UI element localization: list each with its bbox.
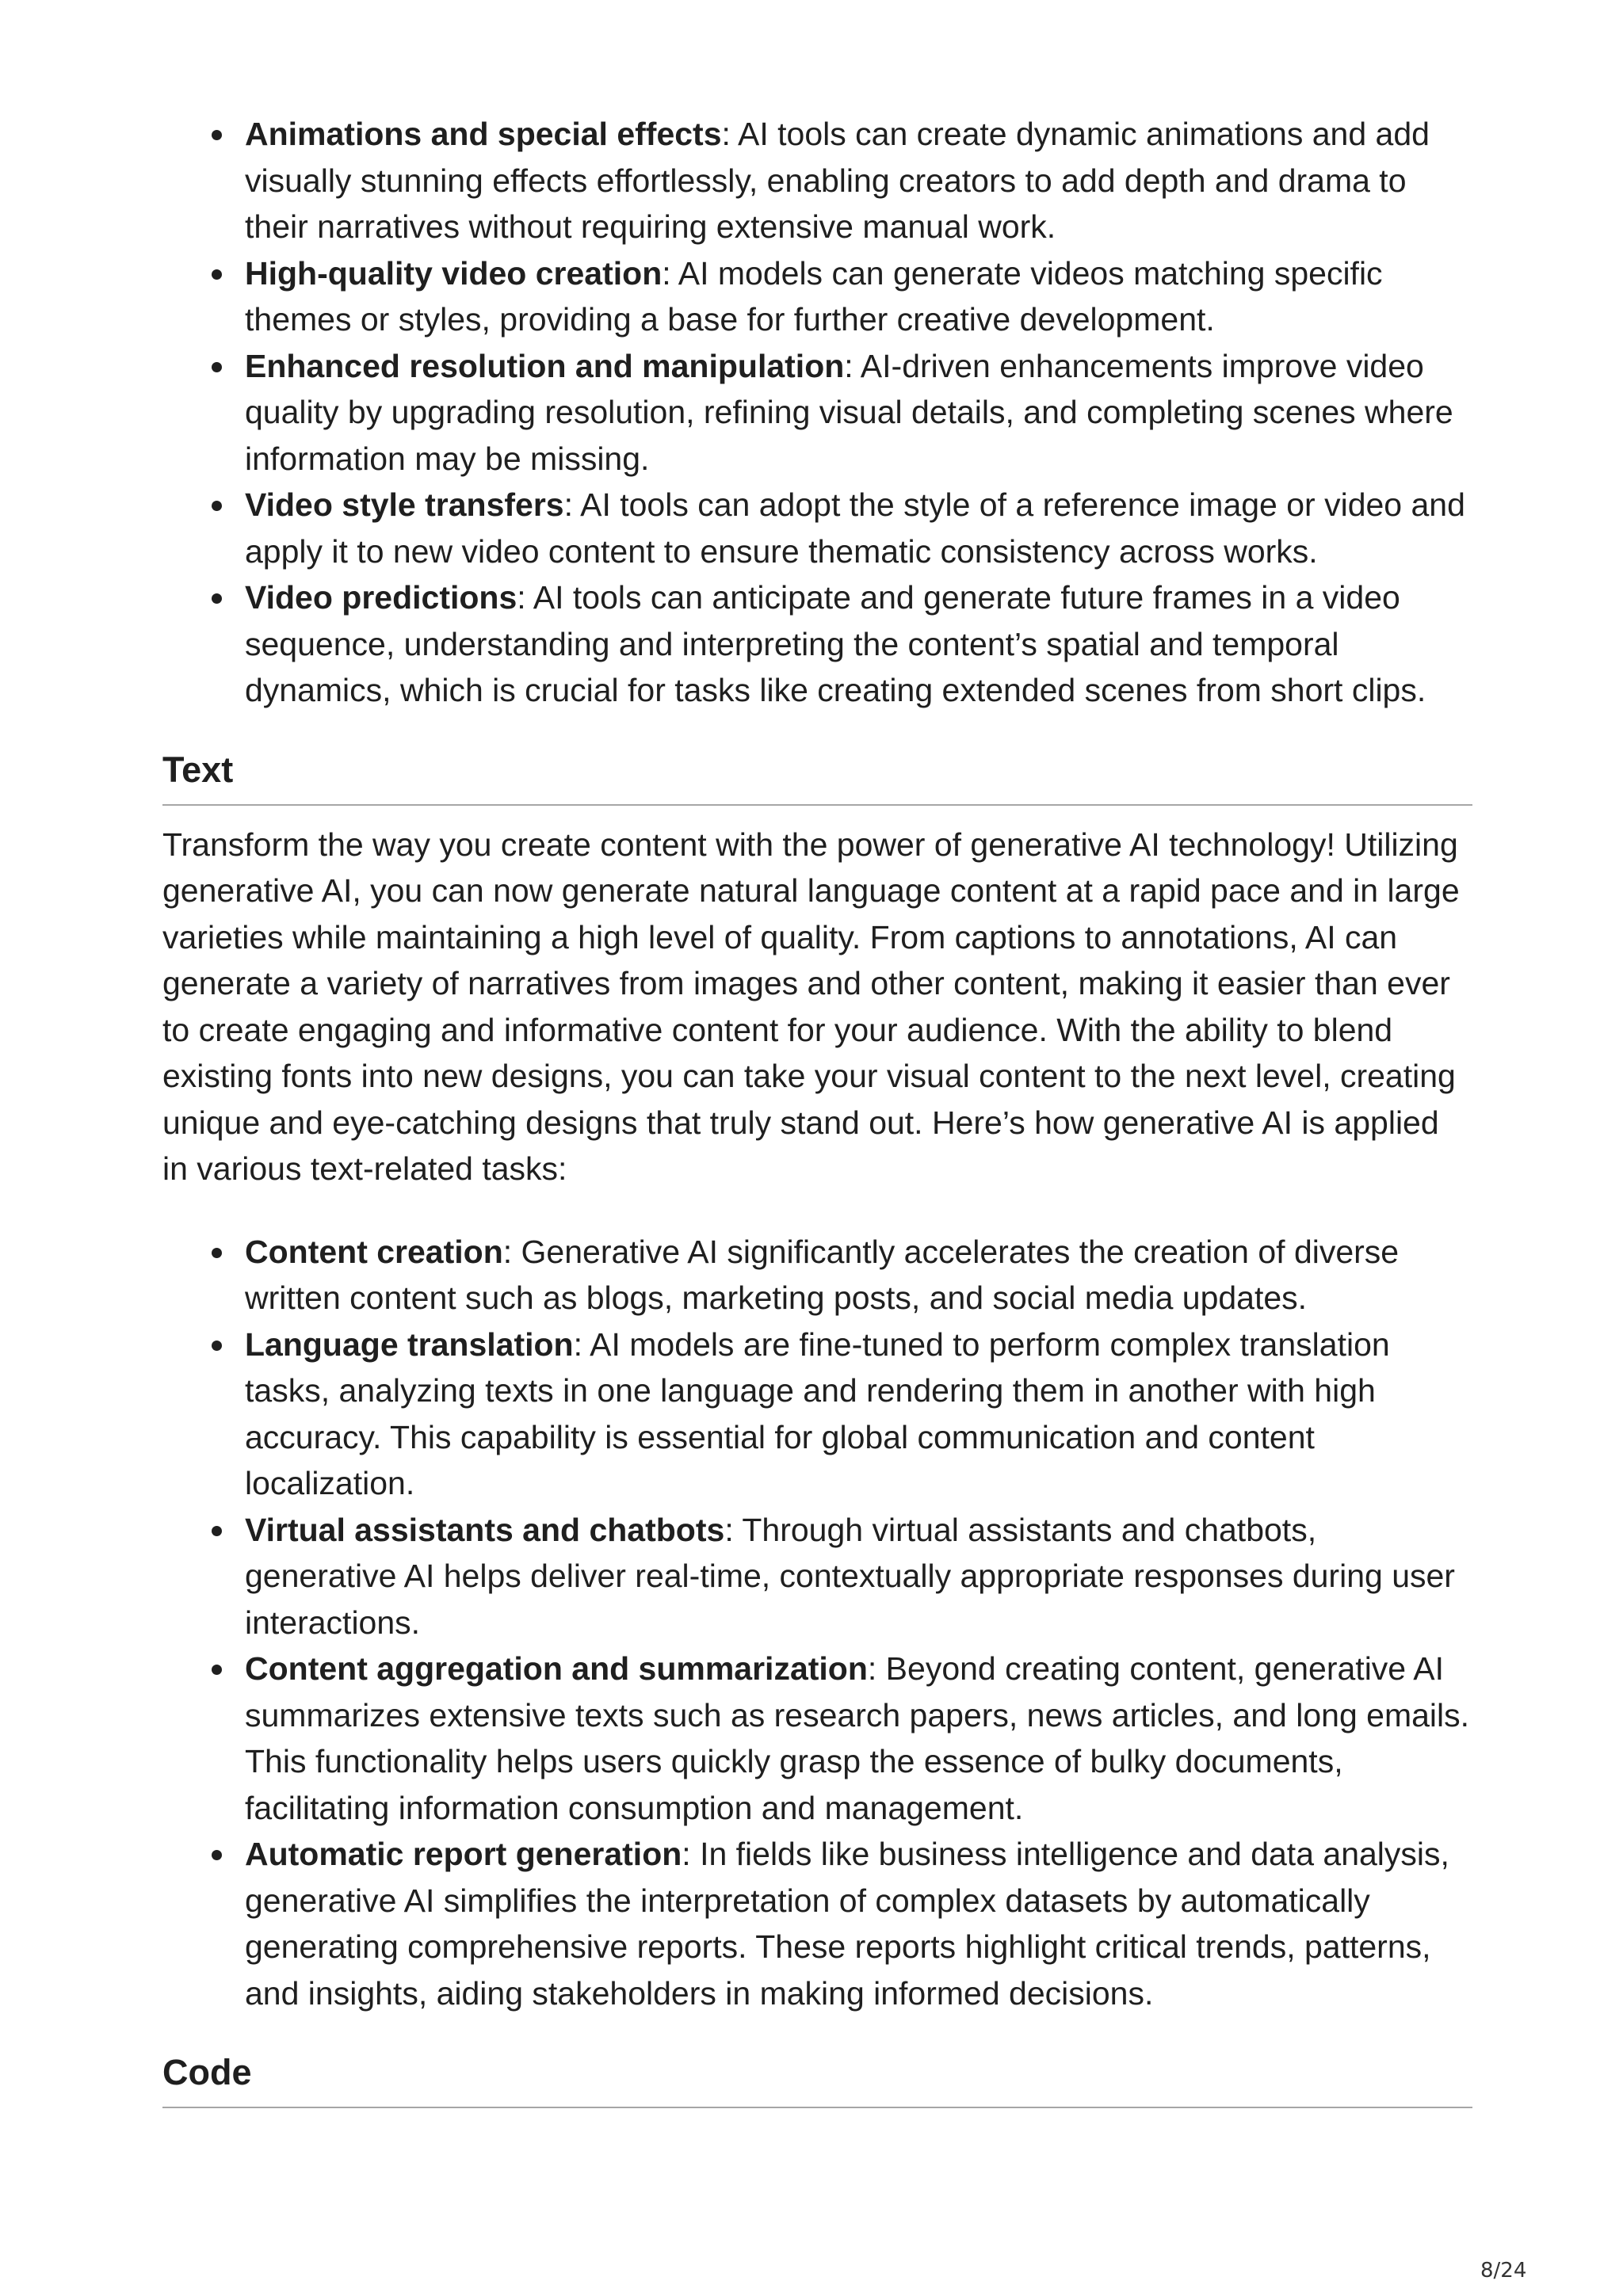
- list-item: [245, 1831, 1472, 2016]
- list-item-term: Virtual assistants and chatbots: [245, 1511, 725, 1548]
- list-item-text: : Beyond creating content, generative AI summarizes extensive texts such as research papers, news articles, and long emails. This functionality helps users quickly grasp the essence of bulky documents, facilitating information consumption and management.: [245, 1650, 1470, 1826]
- list-item-term: Content creation: [245, 1233, 503, 1270]
- list-item-text: : AI models are fine-tuned to perform complex translation tasks, analyzing texts in one language and rendering them in another with high accuracy. This capability is essential for global communication and content localization.: [245, 1325, 1390, 1501]
- list-item-text: : AI tools can create dynamic animations and add visually stunning effects effortlessly, enabling creators to add depth and drama to their narratives without requiring extensive manual work.: [245, 116, 1430, 245]
- list-item-text: : AI tools can anticipate and generate future frames in a video sequence, understanding and interpreting the content’s spatial and temporal dynamics, which is crucial for tasks like creating extended scenes from short clips.: [245, 579, 1426, 708]
- list-item-term: Enhanced resolution and manipulation: [245, 347, 845, 384]
- list-item: [245, 250, 1472, 343]
- video-applications-list: [162, 111, 1472, 714]
- list-item-term: Language translation: [245, 1325, 574, 1363]
- list-item: [245, 343, 1472, 482]
- list-item: [245, 1322, 1472, 1507]
- list-item-text: : In fields like business intelligence and data analysis, generative AI simplifies the interpretation of complex datasets by automatically generating comprehensive reports. These reports highlight critical trends, patterns, and insights, aiding stakeholders in making informed decisions.: [245, 1836, 1449, 2012]
- text-applications-list: [162, 1229, 1472, 2017]
- text-section-paragraph: Transform the way you create content with the power of generative AI technology! Utilizing generative AI, you can now generate natural language content at a rapid pace and in large varieties while maintaining a high level of quality. From captions to annotations, AI can generate a variety of narratives from images and other content, making it easier than ever to create engaging and informative content for your audience. With the ability to blend existing fonts into new designs, you can take your visual content to the next level, creating unique and eye-catching designs that truly stand out. Here’s how generative AI is applied in various text-related tasks:: [162, 826, 1460, 1187]
- page-number: 8/24: [1480, 2259, 1527, 2283]
- list-item-text: : Through virtual assistants and chatbots, generative AI helps deliver real-time, contextually appropriate responses during user interactions.: [245, 1511, 1455, 1641]
- list-item-term: Video style transfers: [245, 486, 564, 523]
- list-item: [245, 574, 1472, 714]
- list-item: [245, 1646, 1472, 1831]
- list-item-text: : AI models can generate videos matching specific themes or styles, providing a base for further creative development.: [245, 254, 1383, 338]
- list-item-text: : AI tools can adopt the style of a reference image or video and apply it to new video content to ensure thematic consistency across works.: [245, 486, 1465, 570]
- code-section-heading: Code: [162, 2050, 1472, 2108]
- list-item: [245, 111, 1472, 250]
- list-item-term: Animations and special effects: [245, 116, 722, 152]
- list-item: [245, 482, 1472, 574]
- text-section-heading: Text: [162, 747, 1472, 806]
- document-page: [162, 111, 1472, 2108]
- list-item: [245, 1507, 1472, 1646]
- list-item-text: : Generative AI significantly accelerates the creation of diverse written content such as blogs, marketing posts, and social media updates.: [245, 1233, 1400, 1316]
- list-item-term: High-quality video creation: [245, 254, 663, 292]
- list-item-term: Video predictions: [245, 579, 517, 616]
- list-item-term: Automatic report generation: [245, 1836, 682, 1872]
- list-item: [245, 1229, 1472, 1322]
- list-item-text: : AI-driven enhancements improve video quality by upgrading resolution, refining visual details, and completing scenes where information may be missing.: [245, 347, 1453, 477]
- list-item-term: Content aggregation and summarization: [245, 1650, 868, 1687]
